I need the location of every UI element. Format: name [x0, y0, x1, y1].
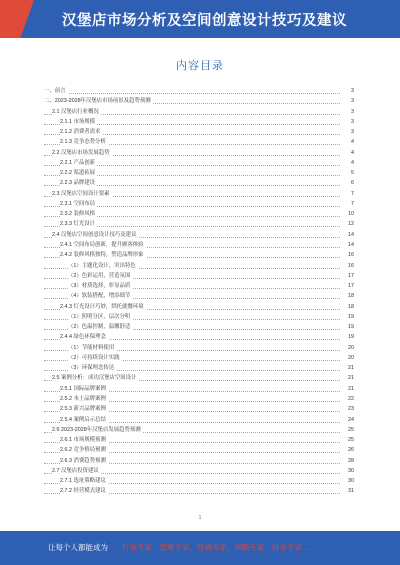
toc-entry-label: （2）色彩运用，营造氛围 [68, 271, 132, 281]
toc-entry[interactable] [44, 322, 354, 332]
toc-entry[interactable] [44, 373, 354, 383]
toc-entry[interactable] [44, 476, 354, 486]
page-header [0, 0, 400, 38]
toc-entry-label: 2.5.2 本土品牌案例 [60, 394, 108, 404]
toc-entry[interactable] [44, 302, 354, 312]
toc-entry-label: 2.6.2 竞争格局预测 [60, 445, 108, 455]
toc-entry-page: 16 [342, 261, 354, 271]
toc-entry-label: 2.4.1 空间布局创新，提升顾客体验 [60, 240, 146, 250]
toc-entry-label: 2.2.3 品牌建设 [60, 178, 97, 188]
toc-entry[interactable] [44, 209, 354, 219]
footer-tagline: 行业专家、管理专家、营销专家、战略专家、财务专家…… [122, 543, 317, 552]
toc-entry[interactable] [44, 230, 354, 240]
toc-entry[interactable] [44, 425, 354, 435]
toc-entry-page: 4 [342, 137, 354, 147]
toc-entry-label: 2.4.2 装修风格独特，塑造品牌形象 [60, 250, 146, 260]
toc-entry[interactable] [44, 445, 354, 455]
toc-entry-label: 2.4.3 灯光设计巧妙，烘托就餐环境 [60, 302, 146, 312]
toc-entry-label: （4）软装搭配，增添细节 [68, 291, 132, 301]
toc-entry[interactable] [44, 312, 354, 322]
toc-entry[interactable] [44, 107, 354, 117]
toc-entry[interactable] [44, 456, 354, 466]
toc-entry-page: 4 [342, 158, 354, 168]
toc-entry-page: 3 [342, 96, 354, 106]
toc-entry-page: 18 [342, 291, 354, 301]
toc-entry-label: 2.5 案例分析：成功汉堡店空间设计 [52, 373, 138, 383]
toc-entry-page: 3 [342, 127, 354, 137]
toc-entry-page: 3 [342, 107, 354, 117]
toc-entry-page: 14 [342, 230, 354, 240]
toc-heading: 内容目录 [176, 60, 224, 72]
toc-entry-label: （1）主题化设计，突出特色 [68, 261, 138, 271]
toc-entry-page: 3 [342, 86, 354, 96]
toc-entry-label: 二、2023-2028年汉堡店市场前景及趋势预测 [44, 96, 153, 106]
toc-entry-page: 28 [342, 456, 354, 466]
toc-entry-page: 30 [342, 466, 354, 476]
toc-entry-page: 4 [342, 148, 354, 158]
toc-entry[interactable] [44, 168, 354, 178]
toc-entry-label: （1）节能材料使用 [68, 343, 116, 353]
toc-entry-label: （2）色温控制，温馨舒适 [68, 322, 132, 332]
toc-entry-label: 2.6 2023-2028年汉堡店发展趋势预测 [52, 425, 143, 435]
toc-entry[interactable] [44, 96, 354, 106]
toc-entry[interactable] [44, 250, 354, 260]
toc-entry[interactable] [44, 137, 354, 147]
page-number: 1 [198, 515, 202, 521]
toc-entry-page: 23 [342, 404, 354, 414]
toc-entry-page: 12 [342, 219, 354, 229]
toc-entry[interactable] [44, 158, 354, 168]
toc-entry[interactable] [44, 486, 354, 496]
toc-entry-label: （2）可持续设计实践 [68, 353, 122, 363]
toc-entry-page: 25 [342, 425, 354, 435]
toc-entry-label: 2.2.2 渠道拓展 [60, 168, 97, 178]
toc-entry[interactable] [44, 240, 354, 250]
toc-entry-page: 19 [342, 322, 354, 332]
table-of-contents [44, 86, 354, 497]
toc-entry-label: 2.5.3 新兴品牌案例 [60, 404, 108, 414]
toc-entry-page: 6 [342, 178, 354, 188]
toc-entry-label: 2.5.4 案例启示总结 [60, 415, 108, 425]
toc-entry[interactable] [44, 291, 354, 301]
toc-entry-label: 2.2 汉堡店市场发展趋势 [52, 148, 112, 158]
toc-entry[interactable] [44, 261, 354, 271]
toc-entry-label: 2.1.1 市场规模 [60, 117, 97, 127]
toc-entry[interactable] [44, 178, 354, 188]
toc-entry[interactable] [44, 466, 354, 476]
toc-entry-label: 2.3 汉堡店空间设计要素 [52, 189, 112, 199]
toc-leader-dots [44, 86, 340, 94]
toc-entry[interactable] [44, 281, 354, 291]
toc-entry-page: 7 [342, 199, 354, 209]
toc-entry-label: （3）环保理念传达 [68, 363, 116, 373]
toc-entry-label: 2.7.2 经营模式建议 [60, 486, 108, 496]
toc-entry[interactable] [44, 404, 354, 414]
toc-entry-page: 31 [342, 486, 354, 496]
toc-entry-page: 26 [342, 445, 354, 455]
footer-slogan: 让每个人都能成为 [48, 543, 108, 552]
toc-entry-page: 17 [342, 271, 354, 281]
toc-entry-page: 16 [342, 250, 354, 260]
toc-entry-page: 22 [342, 394, 354, 404]
toc-entry-label: 2.4 汉堡店空间创意设计技巧及建议 [52, 230, 138, 240]
toc-entry[interactable] [44, 117, 354, 127]
toc-entry-page: 3 [342, 117, 354, 127]
toc-entry-label: 一、前言 [44, 86, 68, 96]
toc-entry-label: 2.2.1 产品创新 [60, 158, 97, 168]
toc-entry-label: 2.1.2 消费者需求 [60, 127, 102, 137]
toc-entry-label: 2.3.2 装修风格 [60, 209, 97, 219]
toc-entry-page: 18 [342, 302, 354, 312]
toc-entry-page: 24 [342, 415, 354, 425]
toc-entry-page: 10 [342, 209, 354, 219]
toc-entry-label: 2.4.4 绿色环保理念 [60, 332, 108, 342]
toc-entry-label: 2.6.1 市场规模预测 [60, 435, 108, 445]
toc-entry[interactable] [44, 271, 354, 281]
toc-entry[interactable] [44, 384, 354, 394]
toc-entry[interactable] [44, 435, 354, 445]
toc-entry-label: 2.1 汉堡店行业概况 [52, 107, 101, 117]
toc-entry[interactable] [44, 343, 354, 353]
toc-entry-label: 2.7 汉堡店投资建议 [52, 466, 101, 476]
toc-entry-page: 21 [342, 373, 354, 383]
toc-entry[interactable] [44, 127, 354, 137]
toc-entry-page: 19 [342, 332, 354, 342]
toc-entry[interactable] [44, 219, 354, 229]
page-footer [0, 531, 400, 565]
toc-entry[interactable] [44, 332, 354, 342]
toc-entry-label: （1）照明分区，层次分明 [68, 312, 132, 322]
toc-entry-page: 14 [342, 240, 354, 250]
toc-entry-page: 17 [342, 281, 354, 291]
toc-entry-label: 2.3.3 灯光设计 [60, 219, 97, 229]
toc-entry[interactable] [44, 353, 354, 363]
toc-entry-label: 2.1.3 竞争态势分析 [60, 137, 108, 147]
header-accent-stripe [0, 0, 34, 38]
toc-entry-page: 21 [342, 384, 354, 394]
toc-entry-label: 2.3.1 空间布局 [60, 199, 97, 209]
toc-entry-page: 5 [342, 168, 354, 178]
toc-entry-page: 25 [342, 435, 354, 445]
toc-entry[interactable] [44, 148, 354, 158]
toc-entry-page: 21 [342, 363, 354, 373]
toc-entry[interactable] [44, 363, 354, 373]
toc-entry[interactable] [44, 86, 354, 96]
toc-entry[interactable] [44, 199, 354, 209]
toc-entry-page: 19 [342, 312, 354, 322]
toc-entry-page: 20 [342, 353, 354, 363]
toc-entry-label: 2.5.1 国际品牌案例 [60, 384, 108, 394]
toc-entry-label: （3）材质选择，彰显品质 [68, 281, 132, 291]
toc-entry-page: 7 [342, 189, 354, 199]
toc-entry[interactable] [44, 415, 354, 425]
toc-entry-label: 2.6.3 消费趋势预测 [60, 456, 108, 466]
toc-entry-page: 20 [342, 343, 354, 353]
document-title: 汉堡店市场分析及空间创意设计技巧及建议 [62, 13, 347, 29]
toc-entry-label: 2.7.1 选址策略建议 [60, 476, 108, 486]
toc-entry-page: 30 [342, 476, 354, 486]
toc-entry[interactable] [44, 189, 354, 199]
toc-entry[interactable] [44, 394, 354, 404]
